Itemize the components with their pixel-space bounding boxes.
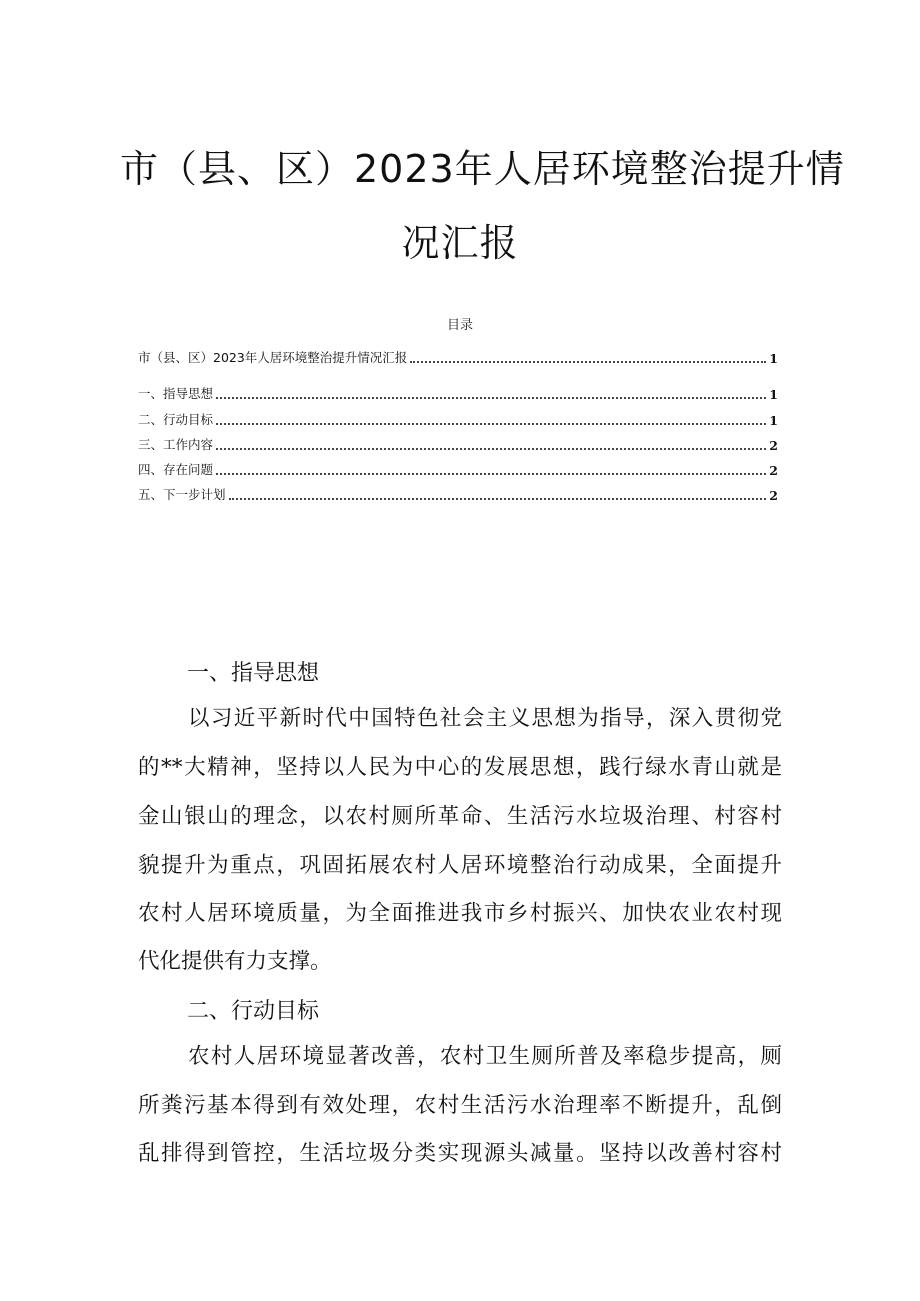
toc-entry[interactable] <box>138 460 778 478</box>
paragraph-line: 以习近平新时代中国特色社会主义思想为指导，深入贯彻党 <box>188 706 782 731</box>
toc-entry-page: 2 <box>769 488 778 503</box>
toc-entry-label: 二、行动目标 <box>138 412 214 427</box>
toc-entry-page: 2 <box>769 463 778 478</box>
toc-entry-label: 五、下一步计划 <box>138 487 226 502</box>
toc-leader-dots <box>216 448 766 450</box>
toc-entry-page: 1 <box>769 387 778 402</box>
paragraph-line: 农村人居环境质量，为全面推进我市乡村振兴、加快农业农村现 <box>138 901 782 926</box>
toc-entry[interactable] <box>138 410 778 428</box>
toc-leader-dots <box>410 361 766 363</box>
toc-entry-page: 1 <box>769 351 778 366</box>
paragraph-line: 农村人居环境显著改善，农村卫生厕所普及率稳步提高，厕 <box>188 1044 782 1069</box>
toc-leader-dots <box>229 498 767 500</box>
toc-entry-page: 2 <box>769 438 778 453</box>
toc-entry-label: 三、工作内容 <box>138 437 214 452</box>
paragraph-line: 所粪污基本得到有效处理，农村生活污水治理率不断提升，乱倒 <box>138 1093 782 1118</box>
toc-entry[interactable] <box>138 485 778 503</box>
section-heading: 二、行动目标 <box>187 999 320 1024</box>
paragraph-line: 的**大精神，坚持以人民为中心的发展思想，践行绿水青山就是 <box>138 755 782 780</box>
paragraph-line: 金山银山的理念，以农村厕所革命、生活污水垃圾治理、村容村 <box>138 804 782 829</box>
document-title-line-2: 况汇报 <box>401 221 519 265</box>
toc-entry-label: 一、指导思想 <box>138 386 214 401</box>
toc-entry[interactable] <box>138 348 778 366</box>
toc-entry-label: 四、存在问题 <box>138 462 214 477</box>
toc-heading: 目录 <box>446 318 473 333</box>
toc-leader-dots <box>216 423 766 425</box>
toc-leader-dots <box>216 397 766 399</box>
toc-entry-label: 市（县、区）2023年人居环境整治提升情况汇报 <box>138 350 408 365</box>
section-heading: 一、指导思想 <box>187 661 320 686</box>
toc-entry[interactable] <box>138 435 778 453</box>
toc-entry[interactable] <box>138 384 778 402</box>
paragraph-line: 代化提供有力支撑。 <box>138 949 332 974</box>
paragraph-line: 貌提升为重点，巩固拓展农村人居环境整治行动成果，全面提升 <box>138 853 782 878</box>
document-title-line-1: 市（县、区）2023年人居环境整治提升情 <box>120 147 845 191</box>
paragraph-line: 乱排得到管控，生活垃圾分类实现源头减量。坚持以改善村容村 <box>138 1141 782 1166</box>
toc-leader-dots <box>216 473 766 475</box>
toc-entry-page: 1 <box>769 413 778 428</box>
